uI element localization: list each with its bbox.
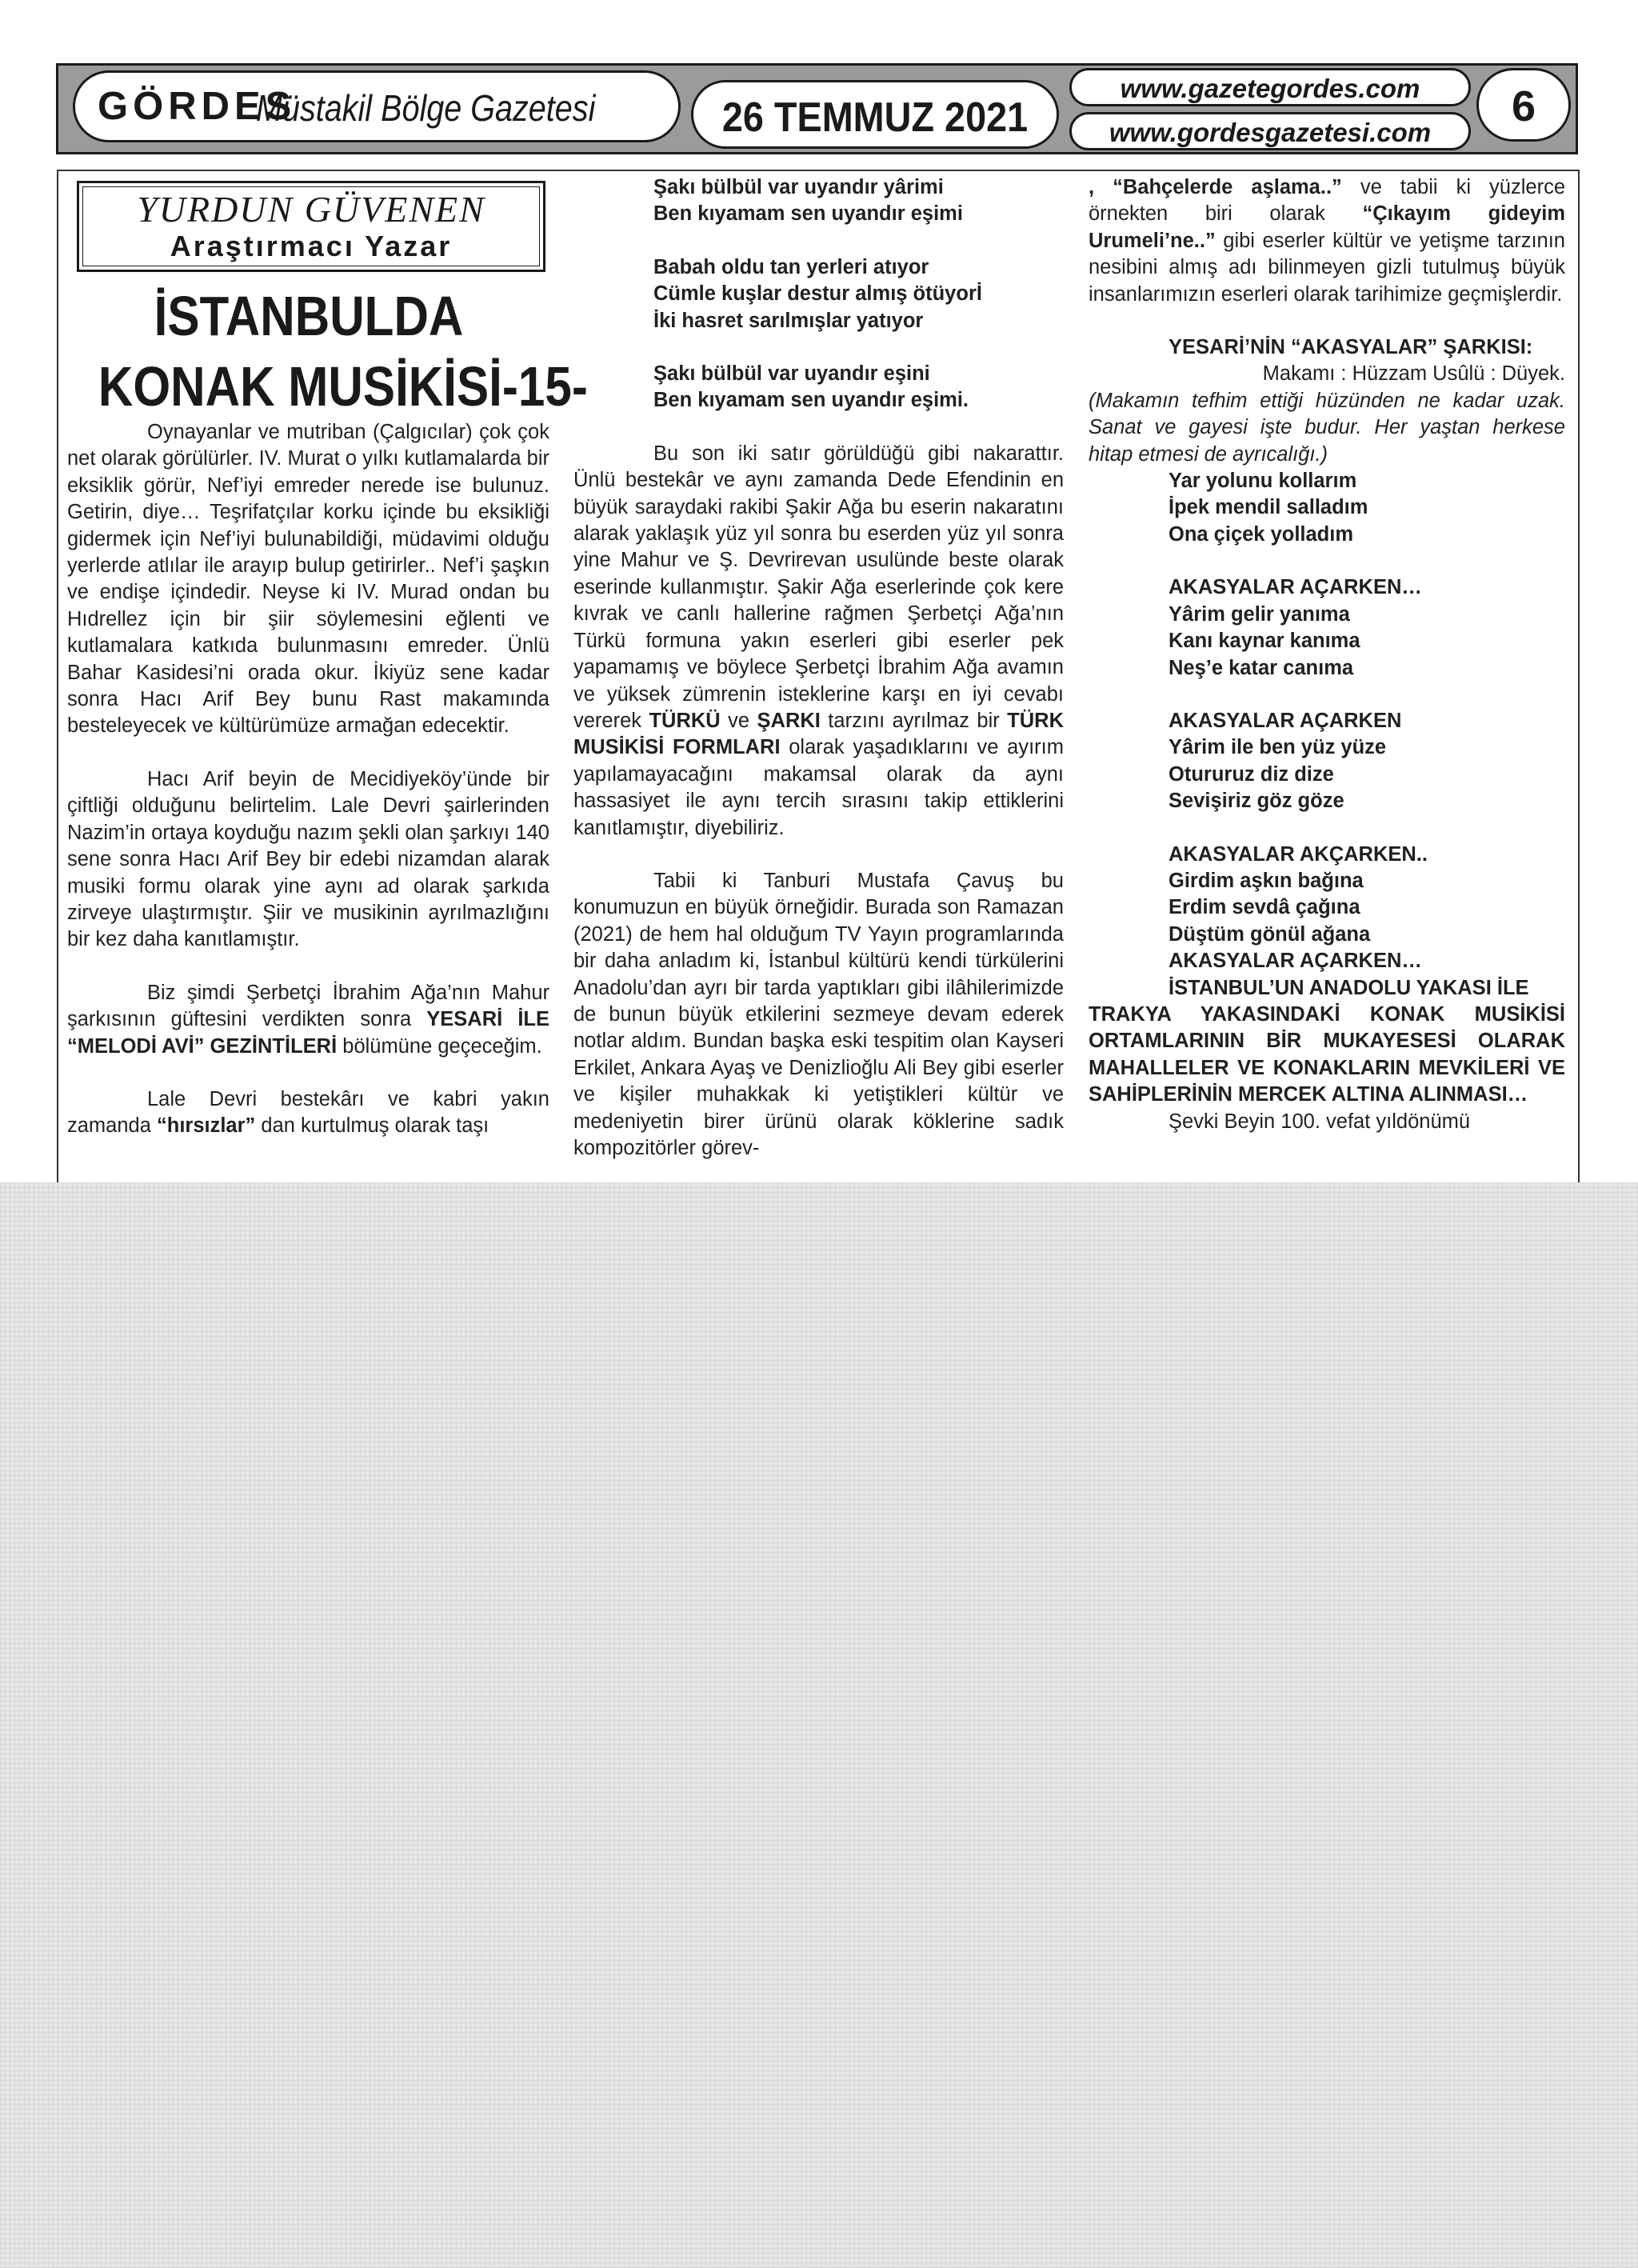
page-number-pill [1476, 68, 1571, 142]
page-number: 6 [1511, 82, 1536, 130]
lyrics-stanza-3: AKASYALAR AÇARKEN Yârim ile ben yüz yüze Otururuz diz dize Sevişiriz göz göze [1169, 709, 1402, 813]
makam-line: Makamı : Hüzzam Usûlü : Düyek. [1262, 362, 1565, 386]
brand-name: GÖRDES [98, 85, 297, 128]
column-2 [573, 174, 1064, 1162]
headline-line-2: KONAK MUSİKİSİ-15- [98, 355, 588, 418]
lyrics-stanza-4: AKASYALAR AKÇARKEN.. Girdim aşkın bağına Erdim sevdâ çağına Düştüm gönül ağana AKASYALAR AÇARKEN… [1169, 842, 1428, 973]
author-role: Araştırmacı Yazar [170, 230, 453, 262]
halftone-blank-area [0, 1182, 1638, 2268]
headline-line-1: İSTANBULDA [154, 285, 464, 347]
brand-pill [73, 70, 681, 142]
website-url-2: www.gordesgazetesi.com [1109, 118, 1432, 147]
song-title: YESARİ’NİN “AKASYALAR” ŞARKISI: [1169, 336, 1533, 359]
verse-block-3: Şakı bülbül var uyandır eşini Ben kıyamam sen uyandır eşimi. [653, 362, 969, 412]
lyrics-stanza-1: Yar yolunu kollarım İpek mendil salladım Ona çiçek yolladım [1169, 470, 1368, 546]
column-3 [1089, 174, 1565, 1135]
date-pill [691, 80, 1059, 149]
col2-paragraph-2: Tabii ki Tanburi Mustafa Çavuş bu konumuzun en büyük örneğidir. Burada son Ramazan (2021) de hem hal olduğum TV Yayın programlarında bir daha anladım ki, İstanbul kültürü kendi türkülerini Anadolu’dan ayrı bir tarda yaptıkları gibi ilâhilerimizde de bunun büyük etkilerini sezmeye devam ederek notlar aldım. Bundan başka eski tespitim olan Kayseri Erkilet, Ankara Ayaş ve Denizlioğlu Ali Bey gibi eserler ve kişiler muhakkak ki yetiştikleri kültür ve medeniyetin birer ürünü olarak köklerine sadık kompozitörler görev- [573, 869, 1064, 1159]
col1-paragraph-4: Lale Devri bestekârı ve kabri yakın zamanda “hırsızlar” dan kurtulmuş olarak taşı [67, 1087, 549, 1138]
issue-date: 26 TEMMUZ 2021 [721, 94, 1029, 141]
col2-paragraph-1: Bu son iki satır görüldüğü gibi nakarattır. Ünlü bestekâr ve aynı zamanda Dede Efendinin en büyük saraydaki rakibi Şakir Ağa bu eserin nakaratını alarak yaklaşık yüz yıl sonra bu eserden yüz yıl sonra yine Mahur ve Ş. Devrirevan usulünde beste olarak eserinde kullanmıştır. Şakir Ağa eserlerinde çok kere kıvrak ve canlı hallerine rağmen Şerbetçi Ağa’nın Türkü formuna yakın eserleri gibi eserler pek yapamamış ve böylece Şerbetçi İbrahim Ağa avamın ve yüksek zümrenin isteklerine karşı en iyi cevabı vererek TÜRKÜ ve ŞARKI tarzını ayrılmaz bir TÜRK MUSİKİSİ FORMLARI olarak yaşadıklarını ve ayırım yapılamayacağını makamsal olarak da aynı hassasiyet ile aynı tercih sırasını takip ettiklerini kanıtlamıştır, diyebiliriz. [573, 442, 1064, 839]
author-name: YURDUN GÜVENEN [137, 189, 485, 230]
col3-tail-text: Şevki Beyin 100. vefat yıldönümü [1169, 1110, 1471, 1133]
verse-block-1: Şakı bülbül var uyandır yârimi Ben kıyamam sen uyandır eşimi [653, 176, 963, 226]
column-1 [67, 419, 549, 1140]
url-pill-2 [1069, 112, 1471, 150]
section-heading-body: TRAKYA YAKASINDAKİ KONAK MUSİKİSİ ORTAMLARININ BİR MUKAYESESİ OLARAK MAHALLELER VE KONAKLARIN MEVKİLERİ VE SAHİPLERİNİN MERCEK ALTINA ALINMASI… [1089, 1002, 1565, 1106]
section-heading-line-1: İSTANBUL’UN ANADOLU YAKASI İLE [1169, 976, 1529, 999]
masthead [56, 63, 1578, 154]
brand-subtitle: Müstakil Bölge Gazetesi [256, 87, 596, 129]
author-box [77, 181, 545, 272]
col1-paragraph-2: Hacı Arif beyin de Mecidiyeköy’ünde bir çiftliği olduğunu belirtelim. Lale Devri şairlerinden Nazim’in ortaya koyduğu nazım şekli olan şarkıyı 140 sene sonra Hacı Arif Bey bir edebi nizamdan alarak musiki formu olarak yine aynı ad olarak şarkıda zirveye ulaştırmıştır. Şiir ve musikinin ayrılmazlığını bir kez daha kanıtlamıştır. [67, 767, 549, 951]
makam-note: (Makamın tefhim ettiği hüzünden ne kadar uzak. Sanat ve gayesi işte budur. Her yaştan herkese hitap etmesi de ayrıcalığı.) [1089, 389, 1565, 466]
verse-block-2: Babah oldu tan yerleri atıyor Cümle kuşlar destur almış ötüyorİ İki hasret sarılmışlar yatıyor [653, 255, 982, 332]
lyrics-stanza-2: AKASYALAR AÇARKEN… Yârim gelir yanıma Kanı kaynar kanıma Neş’e katar canıma [1169, 576, 1422, 679]
website-url-1: www.gazetegordes.com [1120, 74, 1420, 103]
col1-paragraph-3: Biz şimdi Şerbetçi İbrahim Ağa’nın Mahur şarkısının güftesini verdikten sonra YESARİ İLE “MELODİ AVİ” GEZİNTİLERİ bölümüne geçeceğim. [67, 981, 549, 1058]
url-pill-1 [1069, 68, 1471, 106]
col1-paragraph-1: Oynayanlar ve mutriban (Çalgıcılar) çok çok net olarak görülürler. IV. Murat o yılkı kutlamalarda bir eksiklik görür, Nef’iyi emreder nerede ise bulunuz. Getirin, diye… Teşrifatçılar korku içinde bu eksikliği gidermek için Nef’iyi bulunabildiği, müdavimi olduğu yerlerde atlılar ile arayıp bulup getirirler.. Nef’i şaşkın ve endişe içindedir. Neyse ki IV. Murad ondan bu Hıdrellez için bir şiir söylemesini eğlenti ve kutlamalara katkıda bulunmasını emreder. Ünlü Bahar Kasidesi’ni orada okur. İkiyüz sene kadar sonra Hacı Arif Bey bunu Rast makamında besteleyecek ve kültürümüze armağan edecektir. [67, 421, 549, 738]
col3-paragraph-1: , “Bahçelerde aşlama..” ve tabii ki yüzlerce örnekten biri olarak “Çıkayım gideyim Urumeli’ne..” gibi eserler kültür ve yetişme tarzının nesibini almış adı bilinmeyen gizli tutulmuş büyük insanlarımızın eserleri olarak tarihimize geçmişlerdir. [1089, 176, 1565, 306]
